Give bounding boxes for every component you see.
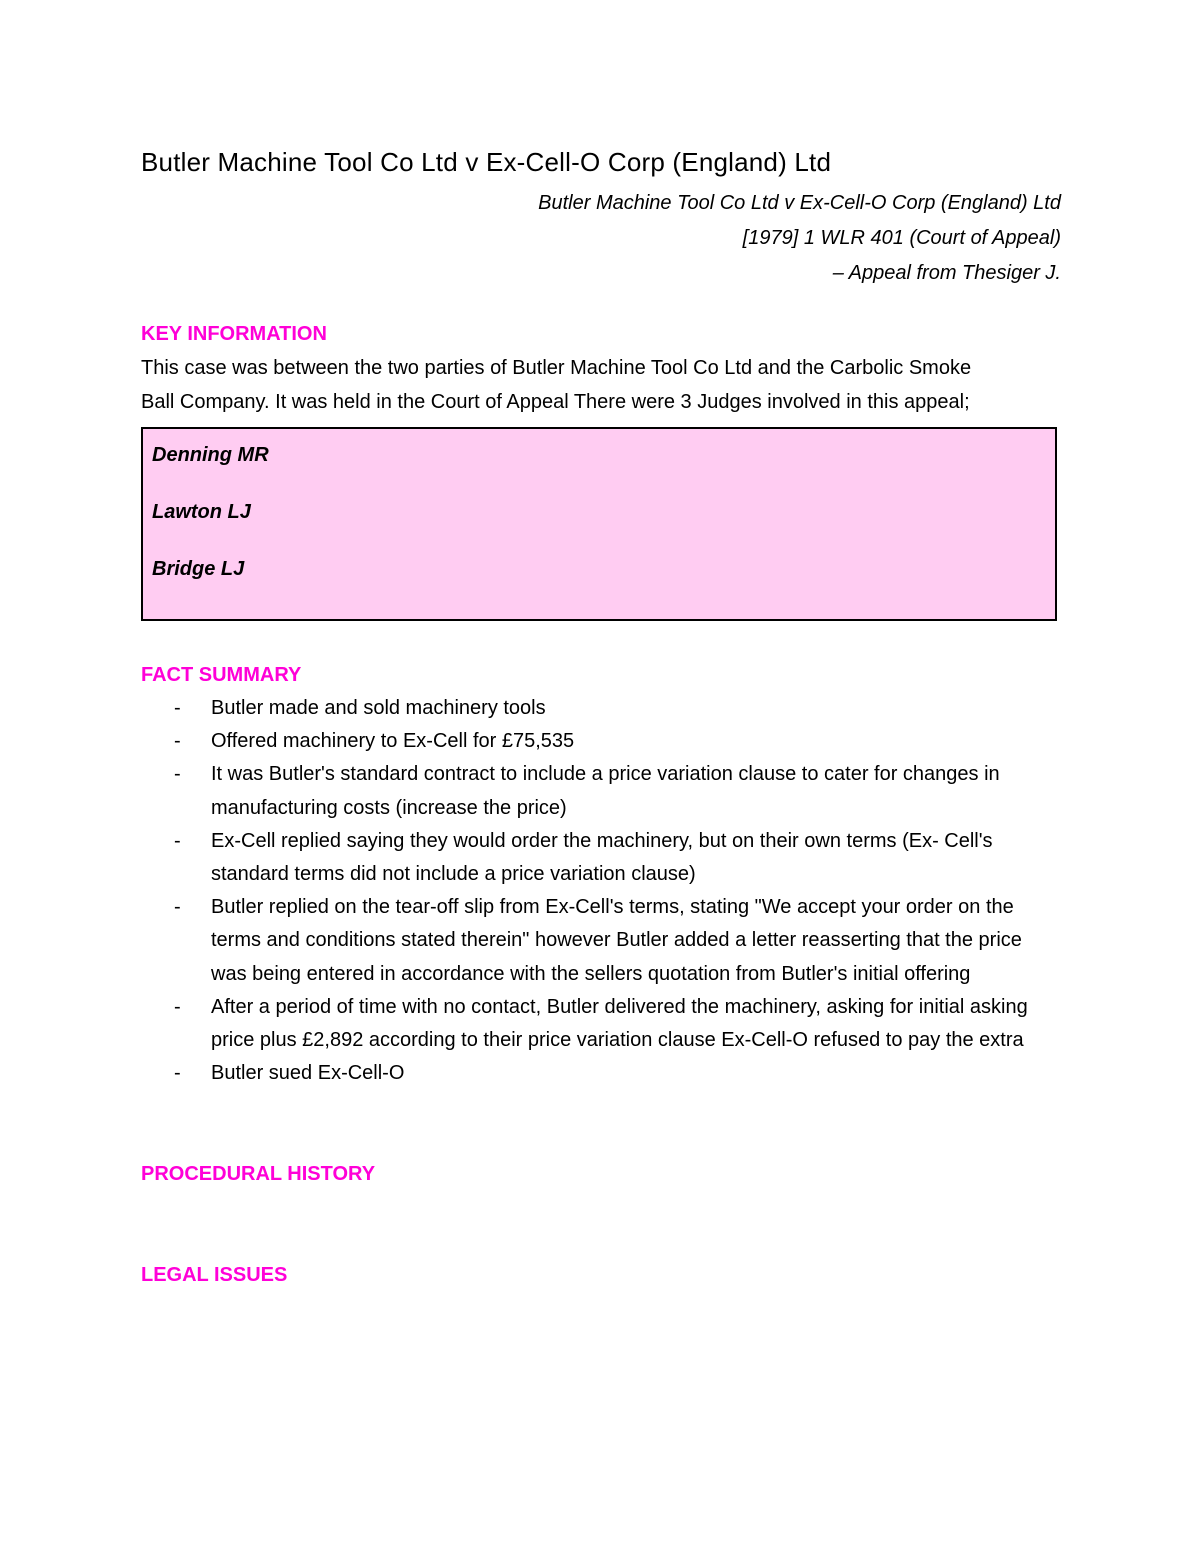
key-information-text-line-1: This case was between the two parties of Butler Machine Tool Co Ltd and the Carbolic Smoke: [141, 357, 972, 379]
procedural-history-section: [141, 1157, 1061, 1191]
document-page: [141, 140, 1061, 1292]
fact-summary-section: [141, 658, 1061, 1090]
citation-line-case-name: Butler Machine Tool Co Ltd v Ex-Cell-O Corp (England) Ltd: [538, 192, 1061, 214]
key-information-section: [141, 317, 1061, 621]
fact-summary-heading: FACT SUMMARY: [141, 664, 302, 686]
judges-box: [141, 427, 1057, 621]
fact-item: - It was Butler's standard contract to include a price variation clause to cater for changes in manufacturing costs (increase the price): [141, 758, 1061, 824]
legal-issues-heading: LEGAL ISSUES: [141, 1264, 288, 1287]
procedural-history-heading: PROCEDURAL HISTORY: [141, 1163, 376, 1186]
citation-line-appeal: – Appeal from Thesiger J.: [832, 262, 1061, 284]
fact-item: - Butler replied on the tear-off slip from Ex-Cell's terms, stating "We accept your order on the terms and conditions stated therein" however Butler added a letter reasserting that the price was being entered in accordance with the sellers quotation from Butler's initial offering: [141, 891, 1061, 991]
judge-bridge: Bridge LJ: [152, 558, 245, 580]
key-information-heading: KEY INFORMATION: [141, 323, 327, 345]
judge-denning: Denning MR: [152, 444, 269, 466]
fact-list: [141, 692, 1061, 1090]
fact-item: - Ex-Cell replied saying they would order the machinery, but on their own terms (Ex- Cell's standard terms did not include a price variation clause): [141, 825, 1061, 891]
legal-issues-section: [141, 1258, 1061, 1292]
document-title: Butler Machine Tool Co Ltd v Ex-Cell-O Corp (England) Ltd: [141, 147, 832, 177]
fact-item: - Butler sued Ex-Cell-O: [141, 1057, 1061, 1090]
judge-lawton: Lawton LJ: [152, 501, 251, 523]
fact-item: - Butler made and sold machinery tools: [141, 692, 1061, 725]
fact-item: - After a period of time with no contact, Butler delivered the machinery, asking for initial asking price plus £2,892 according to their price variation clause Ex-Cell-O refused to pay the extra: [141, 991, 1061, 1057]
fact-item: - Offered machinery to Ex-Cell for £75,535: [141, 725, 1061, 758]
key-information-text-line-2: Ball Company. It was held in the Court of Appeal There were 3 Judges involved in this appeal;: [141, 391, 970, 413]
citation-line-report: [1979] 1 WLR 401 (Court of Appeal): [742, 227, 1061, 249]
case-citation: [141, 186, 1061, 291]
